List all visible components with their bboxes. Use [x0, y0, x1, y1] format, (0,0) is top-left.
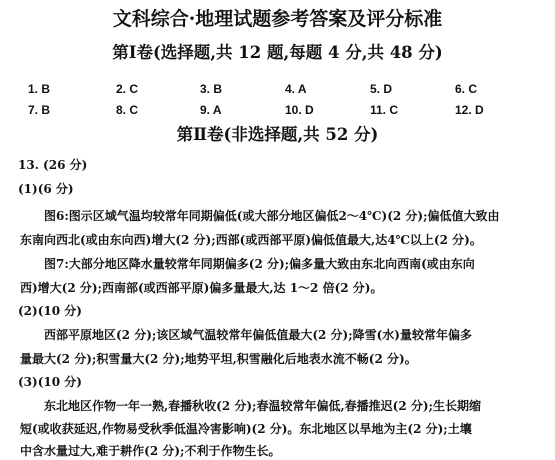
answer-row-1 — [0, 82, 555, 102]
fig7-answer-line-1: 图7:大部分地区降水量较常年同期偏多(2 分);偏多量大致由东北向西南(或由东向 — [44, 257, 475, 271]
part-2-answer-line-1: 西部平原地区(2 分);该区域气温较常年偏低值最大(2 分);降雪(水)量较常年偏多 — [44, 328, 472, 342]
answer-item: 4. A — [285, 82, 307, 96]
document-title: 文科综合·地理试题参考答案及评分标准 — [112, 8, 443, 30]
answer-item: 7. B — [28, 103, 51, 117]
fig6-answer-line-1: 图6:图示区域气温均较常年同期偏低(或大部分地区偏低2～4℃)(2 分);偏低值大致由 — [44, 209, 500, 223]
part-3-label: (3)(10 分) — [18, 375, 82, 389]
part-3-answer-line-3: 中含水量过大,难于耕作(2 分);不利于作物生长。 — [20, 444, 281, 458]
fig6-answer-line-2: 东南向西北(或由东向西)增大(2 分);西部(或西部平原)偏低值最大,达4℃以上(2 分)。 — [20, 233, 482, 247]
part-2-answer-line-2: 量最大(2 分);积雪量大(2 分);地势平坦,积雪融化后地表水流不畅(2 分)。 — [20, 352, 417, 366]
part-1-label: (1)(6 分) — [18, 182, 74, 196]
section-1-heading: 第Ⅰ卷(选择题,共 12 题,每题 4 分,共 48 分) — [112, 43, 443, 62]
part-3-answer-line-1: 东北地区作物一年一熟,春播秋收(2 分);春温较常年偏低,春播推迟(2 分);生长期缩 — [44, 399, 481, 413]
answer-item: 2. C — [116, 82, 139, 96]
answer-item: 3. B — [200, 82, 223, 96]
answer-item: 9. A — [200, 103, 222, 117]
part-3-answer-line-2: 短(或收获延迟,作物易受秋季低温冷害影响)(2 分)。东北地区以旱地为主(2 分);土壤 — [20, 422, 472, 436]
answer-item: 8. C — [116, 103, 139, 117]
answer-item: 1. B — [28, 82, 51, 96]
answer-item: 11. C — [370, 103, 399, 117]
question-13-header: 13. (26 分) — [18, 158, 88, 172]
answer-item: 10. D — [285, 103, 314, 117]
section-2-heading: 第Ⅱ卷(非选择题,共 52 分) — [176, 125, 379, 144]
part-2-label: (2)(10 分) — [18, 304, 82, 318]
answer-row-2 — [0, 103, 555, 123]
answer-item: 6. C — [455, 82, 478, 96]
answer-item: 12. D — [455, 103, 484, 117]
answer-item: 5. D — [370, 82, 393, 96]
fig7-answer-line-2: 西)增大(2 分);西南部(或西部平原)偏多量最大,达 1～2 倍(2 分)。 — [20, 281, 383, 295]
